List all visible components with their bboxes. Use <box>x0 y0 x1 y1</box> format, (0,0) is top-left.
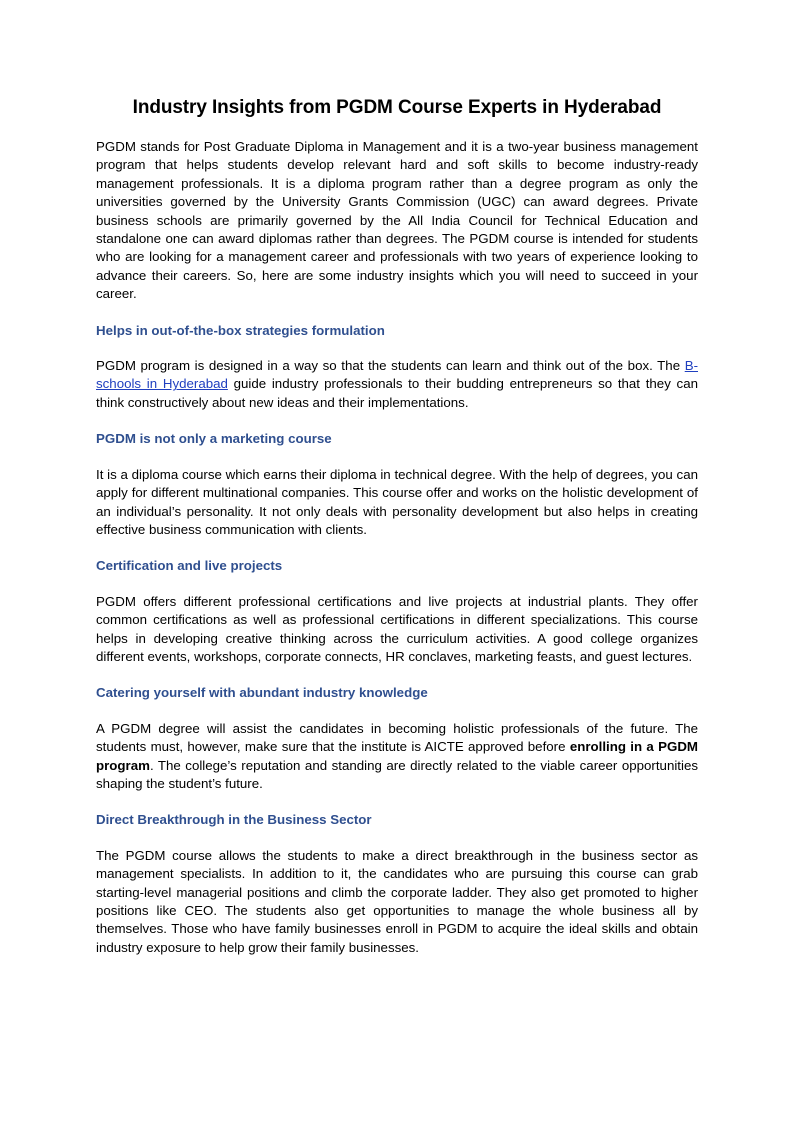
intro-paragraph: PGDM stands for Post Graduate Diploma in Management and it is a two-year business management program that helps students develop relevant hard and soft skills to become industry-ready management professionals. It is a diploma program rather than a degree program as only the universities governed by the University Grants Commission (UGC) can award degrees. Private business schools are primarily governed by the All India Council for Technical Education and standalone one can award diplomas rather than degrees. The PGDM course is intended for students who are looking for a management career and professionals with two years of experience looking to advance their careers. So, here are some industry insights which you will need to succeed in your career. <box>96 139 698 302</box>
paragraph-text: A PGDM degree will assist the candidates in becoming holistic professionals of the future. The students must, however, make sure that the institute is AICTE approved before <box>96 720 698 755</box>
paragraph-text: PGDM program is designed in a way so that the students can learn and think out of the box. The <box>96 358 685 374</box>
section-heading-marketing: PGDM is not only a marketing course <box>96 431 332 447</box>
paragraph-text: . The college’s reputation and standing are directly related to the viable career opportunities shaping the student’s future. <box>96 757 698 791</box>
section-heading-certification: Certification and live projects <box>96 558 283 574</box>
section-paragraph-breakthrough: The PGDM course allows the students to make a direct breakthrough in the business sector as management specialists. In addition to it, the candidates who are pursuing this course can grab starting-level managerial positions and climb the corporate ladder. They also get promoted to higher positions like CEO. The students also get opportunities to manage the whole business all by themselves. Those who have family businesses enroll in PGDM to acquire the ideal skills and obtain industry exposure to help grow their family businesses. <box>96 847 698 955</box>
paragraph-text: guide industry professionals to their budding entrepreneurs so that they can think constructively about new ideas and their implementations. <box>96 376 698 410</box>
section-paragraph-certification: PGDM offers different professional certifications and live projects at industrial plants. They offer common certifications as well as professional certifications in different specializations. This course helps in developing creative thinking across the curriculum activities. A good college organizes different events, workshops, corporate connects, HR conclaves, marketing feasts, and guest lectures. <box>96 593 698 664</box>
section-heading-breakthrough: Direct Breakthrough in the Business Sector <box>96 812 372 828</box>
section-paragraph-marketing: It is a diploma course which earns their diploma in technical degree. With the help of degrees, you can apply for different multinational companies. This course offer and works on the holistic development of an individual’s personality. It not only deals with personality development but also helps in creating effective business communication with clients. <box>96 466 698 537</box>
section-heading-industry-knowledge: Catering yourself with abundant industry knowledge <box>96 685 428 701</box>
document-page <box>96 96 698 957</box>
section-paragraph-strategies <box>96 357 698 412</box>
b-schools-hyderabad-link[interactable]: B-schools in Hyderabad <box>96 358 698 392</box>
bold-phrase: enrolling in a PGDM program <box>96 739 698 773</box>
section-heading-strategies: Helps in out-of-the-box strategies formulation <box>96 322 385 338</box>
document-title: Industry Insights from PGDM Course Experts in Hyderabad <box>132 97 662 118</box>
section-paragraph-industry-knowledge <box>96 720 698 794</box>
